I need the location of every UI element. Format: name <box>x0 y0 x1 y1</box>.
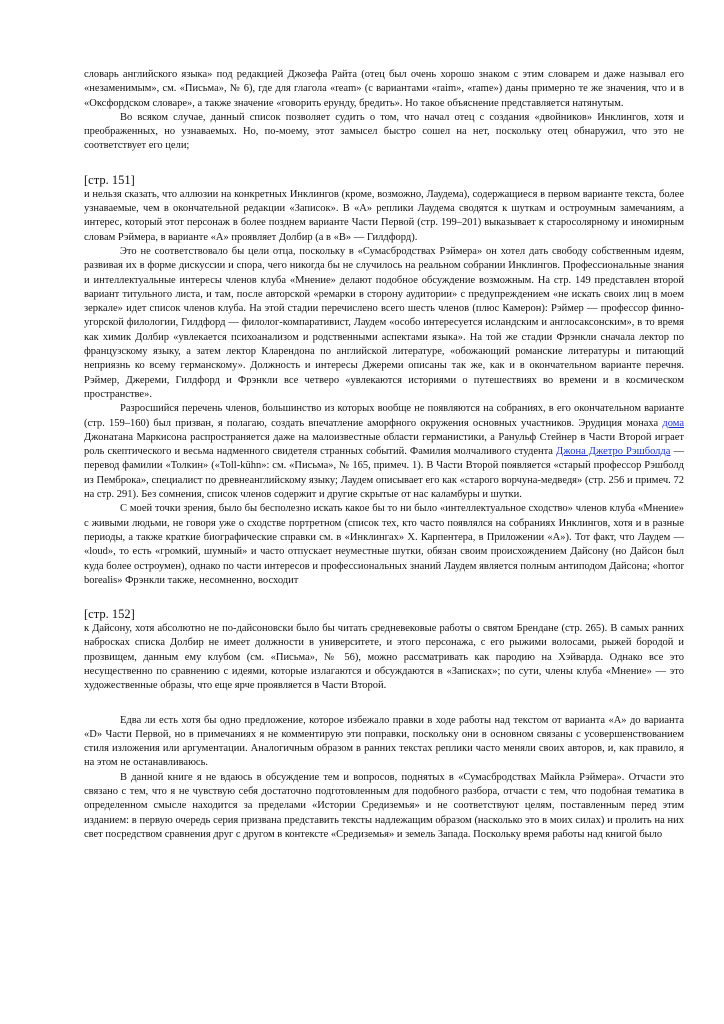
paragraph <box>84 68 684 111</box>
paragraph <box>84 502 684 588</box>
text-segment: Это не соответствовало бы цели отца, поскольку в «Сумасбродствах Рэймера» он хотел дать свободу собственным идеям, развивая их в форме дискуссии и спора, чего никогда бы не случилось на реальном собрании Инклингов. Профессиональные знания и интеллектуальные интересы членов клуба «Мнение» делают подобное обсуждение возможным. На стр. 149 представлен второй вариант титульного листа, и там, после авторской «ремарки в сторону аудитории» с предупреждением «не искать своих лиц в моем зеркале» идет список членов клуба. На этой стадии перечислено всего шесть членов (плюс Камерон): Рэймер — профессор финно-угорской филологии, Гилдфорд — филолог-компаративист, Лаудем «особо интересуется исландским и англосаксонским», в то время как химик Долбир «увлекается психоанализом и родственными аспектами языка». На той же стадии Фрэнкли сначала лектор по французскому языку, а затем лектор Кларендона по английской литературе, «обожающий романские литературы и питающий неприязнь ко всему германскому». Должность и интересы Джереми описаны так же, как и в окончательном варианте перечня. Рэймер, Джереми, Гилдфорд и Фрэнкли все четверо «увлекаются историями о путешествиях во времени и в космическом пространстве». <box>84 245 684 400</box>
text-segment: В данной книге я не вдаюсь в обсуждение тем и вопросов, поднятых в «Сумасбродствах Майкла Рэймера». Отчасти это связано с тем, что я не чувствую себя достаточно подготовленным для подобного разбора, отчасти с тем, что подобная тематика в определенном смысле находится за пределами «Истории Средиземья» и не соответствуют целям, поставленным перед этим изданием: в первую очередь серия призвана представить тексты надлежащим образом (насколько это в моих силах) и пролить на них свет посредством сравнения друг с другом в контексте «Средиземья» и земель Запада. Поскольку время работы над книгой было <box>84 771 684 840</box>
text-segment: словарь английского языка» под редакцией Джозефа Райта (отец был очень хорошо знаком с этим словарем и даже называл его «незаменимым», см. «Письма», № 6), где для глагола «ream» (с вариантами «raim», «rame») даны примерно те же значения, что и в «Оксфордском словаре», а также значение «говорить ерунду, бредить». Но такое объяснение представляется натянутым. <box>84 69 684 109</box>
text-segment: Во всяком случае, данный список позволяет судить о том, что начал отец с создания «двойников» Инклингов, хотя и преображенных, но узнаваемых. Но, по-моему, этот замысел быстро сошел на нет, поскольку отец обнаружил, что это не соответствует его цели; <box>84 111 684 152</box>
paragraph <box>84 245 684 402</box>
paragraph <box>84 402 684 502</box>
text-segment: С моей точки зрения, было бы бесполезно искать какое бы то ни было «интеллектуальное сходство» членов клуба «Мнение» с живыми людьми, не говоря уже о сходстве портретном (список тех, кто часто появлялся на собраниях Инклингов, хотя и в разные периоды, а также краткие биографические справки см. в «Инклингах» Х. Карпентера, в Приложении «А»). Тот факт, что Лаудем — «loud», то есть «громкий, шумный» и часто отпускает неуместные шутки, обязан своим происхождением Дайсону (но Дайсон был куда более остроумен), однако по части интересов и профессиональных знаний Лаудем является полным антиподом Дайсона; «horror borealis» Фрэнкли также, несомненно, восходит <box>84 503 684 586</box>
paragraph <box>84 714 684 771</box>
paragraph <box>84 111 684 154</box>
section-gap <box>84 694 684 714</box>
text-segment: — перевод фамилии «Толкин» («Toll-kühn»: см. «Письма», № 165, примеч. 1). В Части Второй появляется «старый профессор Рэшболд из Пемброка», специалист по древнеанглийскому языку; Лаудем описывает его как «старого ворчуна-медведя» (стр. 256 и примеч. 72 на стр. 291). Без сомнения, список членов содержит и другие скрытые от нас каламбуры и шутки. <box>84 446 684 501</box>
hyperlink[interactable]: Джона Джетро Рэшболда <box>556 446 671 458</box>
text-segment: Джонатана Маркисона распространяется даже на малоизвестные области германистики, а Ранульф Стейнер в Части Второй играет роль скептического и весьма надменного свидетеля странных событий. Фамилия молчаливого студента <box>84 431 684 458</box>
text-segment: Едва ли есть хотя бы одно предложение, которое избежало правки в ходе работы над текстом от варианта «А» до варианта «D» Части Первой, но в примечаниях я не комментирую эти поправки, поскольку они в основном связаны с усовершенствованием стиля изложения или аргументации. Аналогичным образом в ранних текстах реплики часто меняли своих авторов, и, как правило, я на этом не останавливаюсь. <box>84 714 684 769</box>
paragraph <box>84 622 684 693</box>
text-segment: и нельзя сказать, что аллюзии на конкретных Инклингов (кроме, возможно, Лаудема), содержащиеся в первом варианте текста, более узнаваемые, чем в окончательной редакции «Записок». В «А» реплики Лаудема сводятся к шуткам и остроумным замечаниям, а интерес, который этот персонаж в более позднем варианте Части Первой (стр. 199–201) выказывает к старосолярному и иномирным словам Рэймера, в варианте «А» проявляет Долбир (а в «В» — Гилдфорд). <box>84 188 684 243</box>
page-marker: [стр. 151] <box>84 172 135 187</box>
text-segment: Разросшийся перечень членов, большинство из которых вообще не появляются на собраниях, в его окончательном варианте (стр. 159–160) был призван, я полагаю, создать впечатление аморфного окружения основных участников. Эрудиция монаха <box>84 403 684 429</box>
text-segment: к Дайсону, хотя абсолютно не по-дайсоновски было бы читать средневековые работы о святом Брендане (стр. 265). В самых ранних набросках списка Долбир не имеет должности в университете, и этого персонажа, с его рыжими волосами, рыжей бородой и прозвищем, данным ему клубом (см. «Письма», № 56), можно рассматривать как пародию на Хэйварда. Однако все это несущественно по сравнению с идеями, которые излагаются и обсуждаются в «Записках»; по сути, члены клуба «Мнение» — это художественные образы, что еще ярче проявляется в Части Второй. <box>84 623 684 692</box>
page-marker: [стр. 152] <box>84 607 135 622</box>
hyperlink[interactable]: дома <box>662 417 684 429</box>
paragraph <box>84 188 684 245</box>
paragraph <box>84 771 684 842</box>
